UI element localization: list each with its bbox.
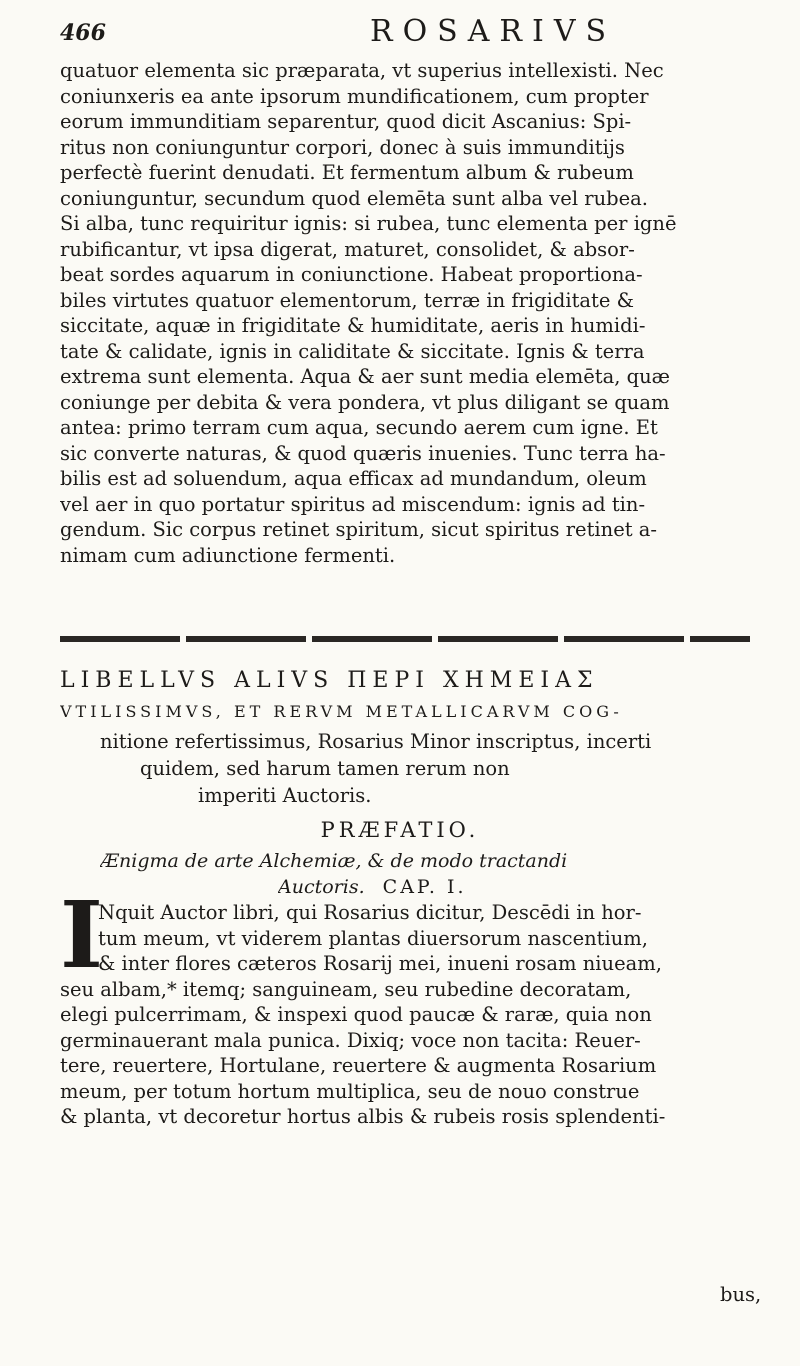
- text-line: seu albam,* itemq; sanguineam, seu rubedine decoratam,: [60, 977, 632, 1001]
- text-line: quatuor elementa sic præparata, vt superius intellexisti. Nec: [60, 59, 664, 82]
- text-line: coniunge per debita & vera pondera, vt plus diligant se quam: [60, 390, 670, 414]
- chapter-subtitle-line-2: [278, 876, 800, 898]
- text-line: tum meum, vt viderem plantas diuersorum nascentium,: [98, 926, 648, 950]
- drop-cap: I: [60, 881, 104, 989]
- praefatio-title: PRÆFATIO.: [320, 818, 480, 842]
- section-title: LIBELLVS ALIVS ΠΕΡΙ ΧΗΜΕΙΑΣ: [60, 668, 599, 693]
- text-line: germinauerant mala punica. Dixiq; voce non tacita: Reuer-: [60, 1028, 641, 1052]
- text-line: coniunguntur, secundum quod elemēta sunt alba vel rubea.: [60, 186, 648, 210]
- text-line: extrema sunt elementa. Aqua & aer sunt media elemēta, quæ: [60, 365, 670, 388]
- text-line: gendum. Sic corpus retinet spiritum, sicut spiritus retinet a-: [60, 518, 658, 541]
- text-line: coniunxeris ea ante ipsorum mundificationem, cum propter: [60, 84, 649, 108]
- text-line: & planta, vt decoretur hortus albis & rubeis rosis splendenti-: [60, 1105, 666, 1128]
- section-title-line-3: nitione refertissimus, Rosarius Minor inscriptus, incerti: [100, 730, 652, 753]
- subtitle-author: Auctoris.: [278, 876, 365, 898]
- text-line: rubificantur, vt ipsa digerat, maturet, consolidet, & absor-: [60, 237, 635, 261]
- text-line: biles virtutes quatuor elementorum, terræ in frigiditate &: [60, 288, 634, 312]
- text-line: meum, per totum hortum multiplica, seu de nouo construe: [60, 1079, 640, 1103]
- text-line: eorum immunditiam separentur, quod dicit Ascanius: Spi-: [60, 110, 632, 133]
- section-title-line-5: imperiti Auctoris.: [198, 784, 372, 807]
- text-line: beat sordes aquarum in coniunctione. Habeat proportiona-: [60, 263, 643, 286]
- page-number: 466: [60, 20, 106, 46]
- paragraph-2: [60, 900, 750, 1130]
- ornamental-rule: [60, 636, 750, 642]
- text-line: Nquit Auctor libri, qui Rosarius dicitur, Descēdi in hor-: [98, 901, 642, 924]
- section-title-line-2: VTILISSIMVS, ET RERVM METALLICARVM COG-: [60, 702, 623, 721]
- text-line: nimam cum adiunctione fermenti.: [60, 543, 396, 567]
- section-title-line-4: quidem, sed harum tamen rerum non: [140, 757, 510, 780]
- text-line: sic converte naturas, & quod quæris inuenies. Tunc terra ha-: [60, 441, 666, 465]
- running-title: ROSARIVS: [370, 14, 617, 49]
- catchword: bus,: [720, 1283, 762, 1306]
- text-line: elegi pulcerrimam, & inspexi quod paucæ & raræ, quia non: [60, 1003, 652, 1026]
- text-line: ritus non coniunguntur corpori, donec à suis immunditijs: [60, 135, 625, 159]
- chapter-number: CAP. I.: [382, 876, 467, 898]
- text-line: tere, reuertere, Hortulane, reuertere & augmenta Rosarium: [60, 1054, 657, 1077]
- paragraph-1: [60, 58, 750, 568]
- text-line: siccitate, aquæ in frigiditate & humiditate, aeris in humidi-: [60, 314, 646, 337]
- text-line: & inter flores cæteros Rosarij mei, inueni rosam niueam,: [98, 952, 662, 975]
- text-line: tate & calidate, ignis in caliditate & siccitate. Ignis & terra: [60, 339, 645, 363]
- text-line: perfectè fuerint denudati. Et fermentum album & rubeum: [60, 161, 634, 184]
- text-line: bilis est ad soluendum, aqua efficax ad mundandum, oleum: [60, 467, 647, 490]
- text-line: vel aer in quo portatur spiritus ad miscendum: ignis ad tin-: [60, 492, 646, 516]
- chapter-subtitle-line-1: Ænigma de arte Alchemiæ, & de modo tractandi: [100, 850, 568, 872]
- page-header: [60, 14, 750, 54]
- text-line: Si alba, tunc requiritur ignis: si rubea, tunc elementa per ignē: [60, 212, 677, 235]
- text-line: antea: primo terram cum aqua, secundo aerem cum igne. Et: [60, 416, 658, 439]
